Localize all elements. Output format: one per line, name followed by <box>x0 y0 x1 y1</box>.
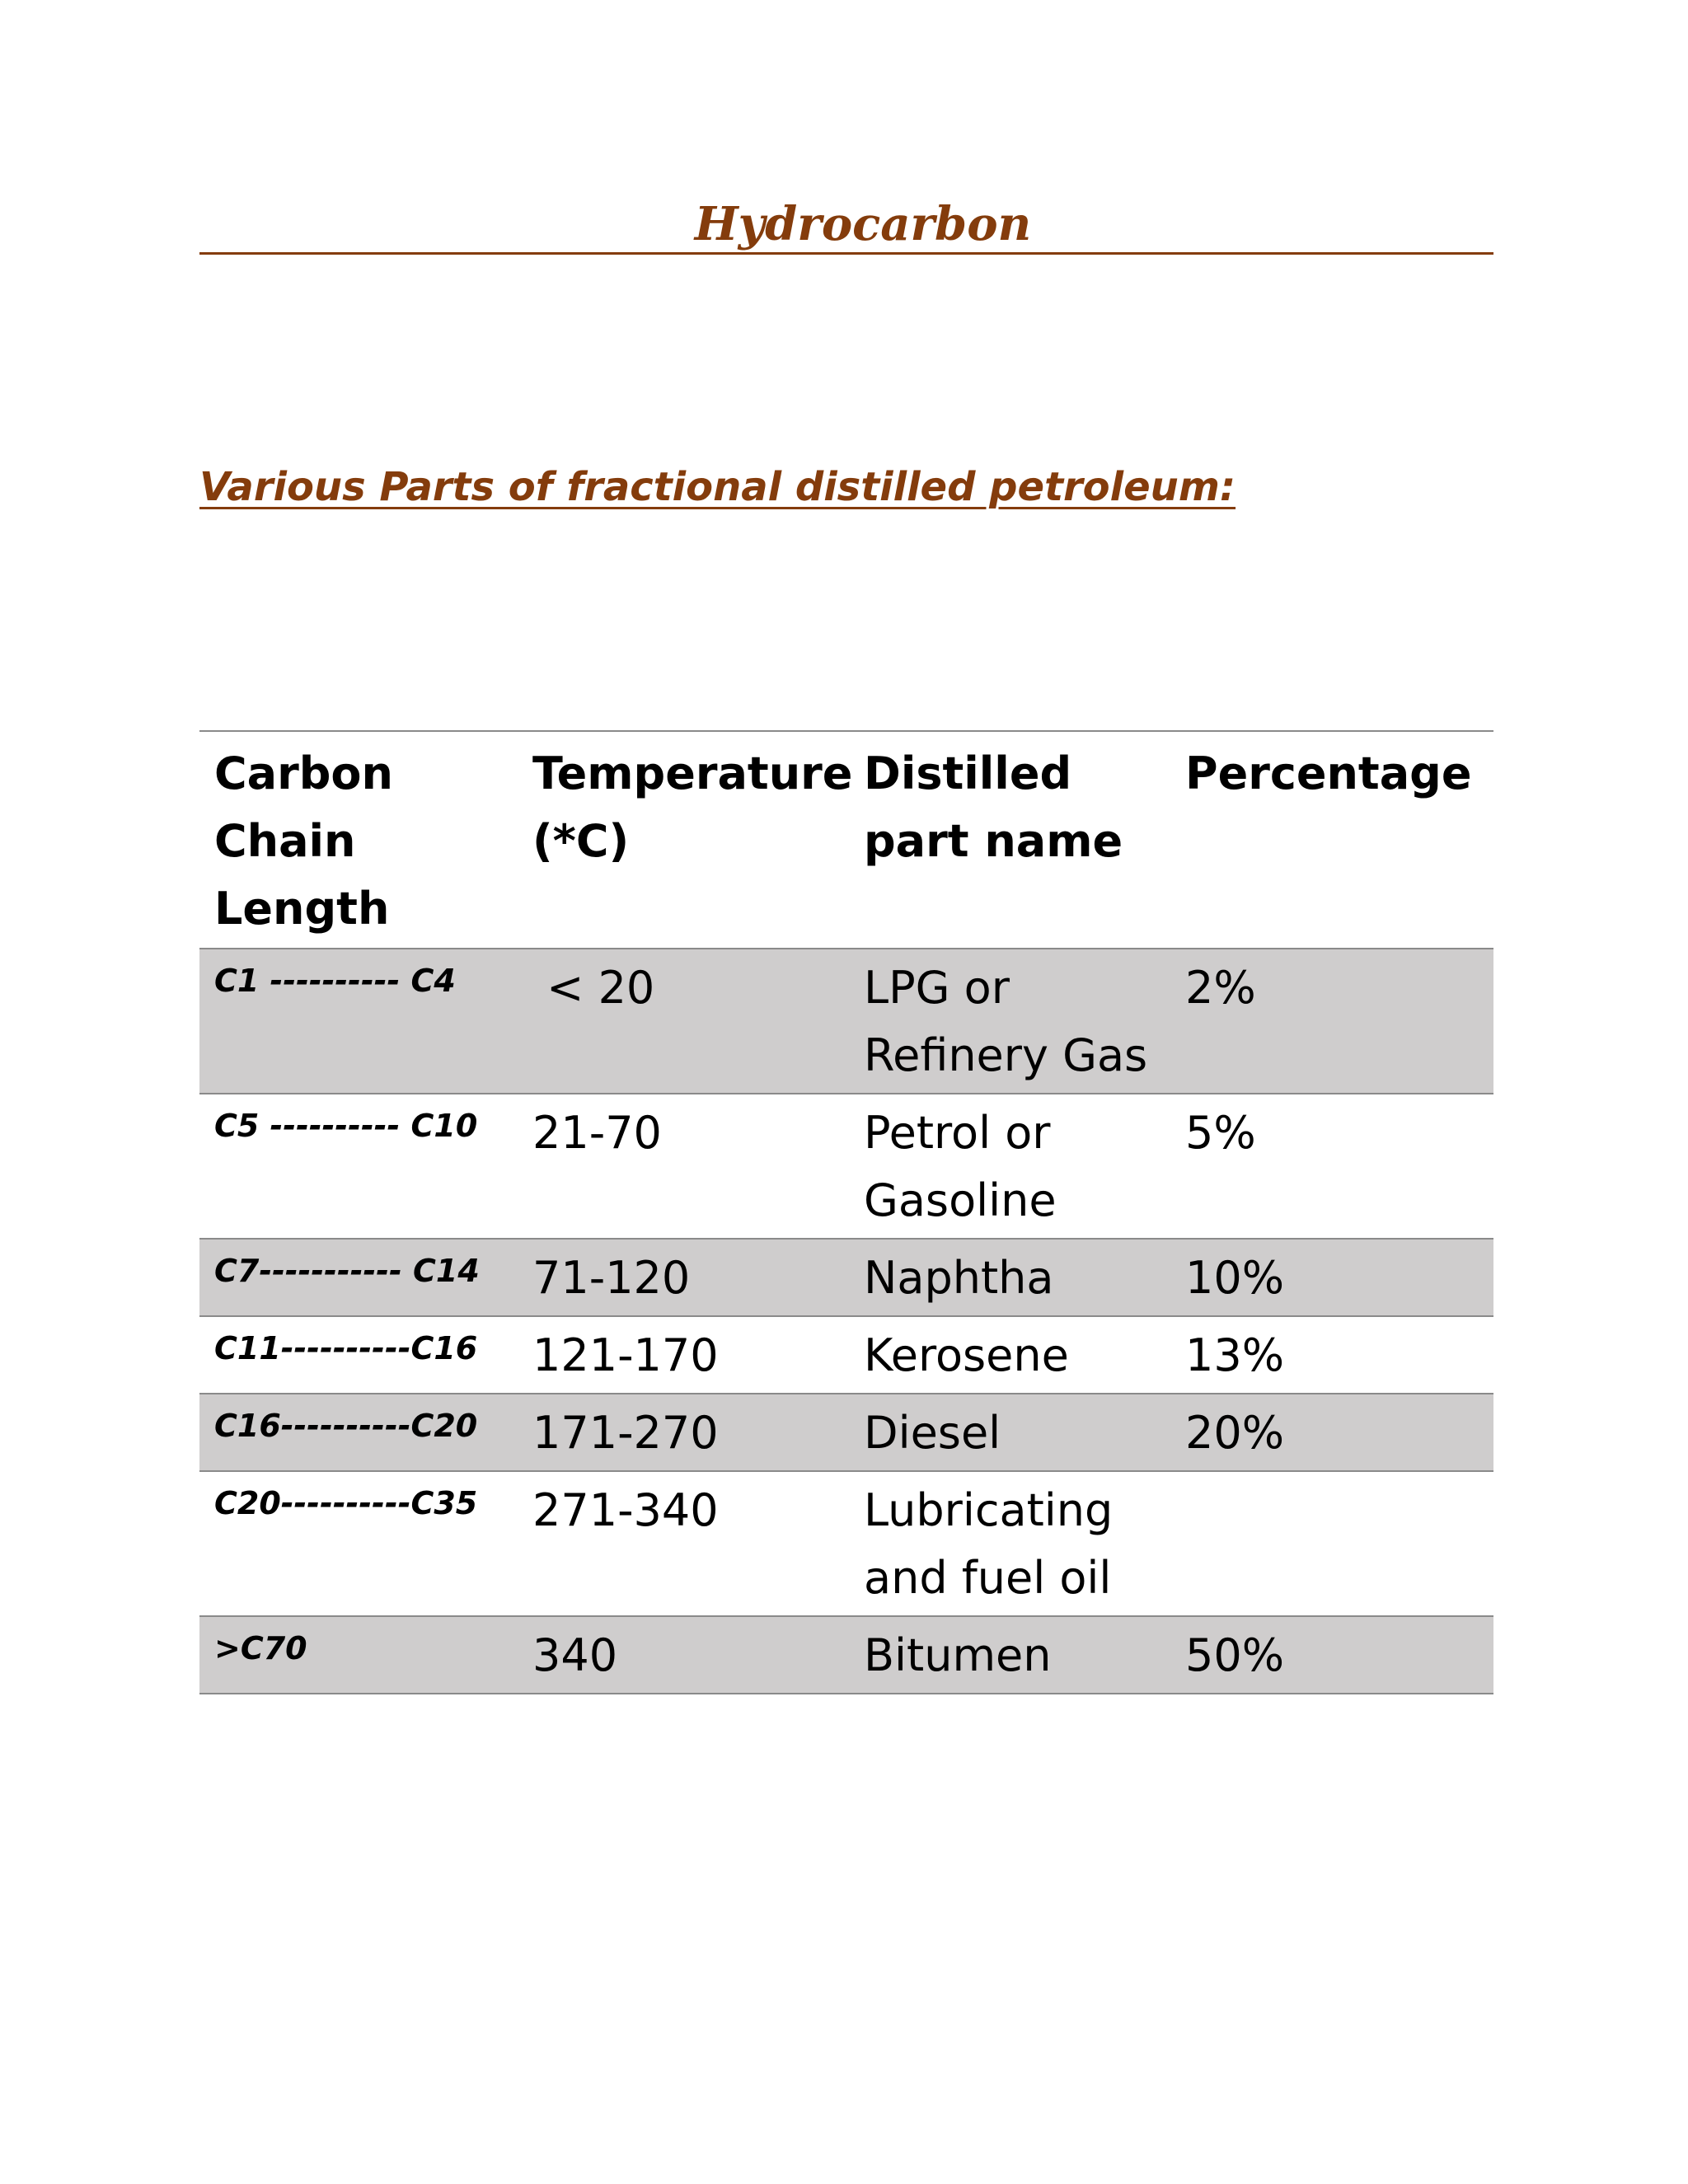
section-heading: Various Parts of fractional distilled petroleum: <box>199 464 1236 510</box>
table-row <box>199 1616 1493 1694</box>
cell-temperature: < 20 <box>518 949 849 1094</box>
cell-percentage: 50% <box>1170 1616 1493 1694</box>
cell-chain-length: C7----------- C14 <box>199 1239 518 1316</box>
cell-distilled-part: LPG or Refinery Gas <box>849 949 1170 1094</box>
cell-distilled-part: Bitumen <box>849 1616 1170 1694</box>
table-row <box>199 1316 1493 1394</box>
cell-chain-length: C20----------C35 <box>199 1471 518 1616</box>
cell-percentage <box>1170 1471 1493 1616</box>
cell-percentage: 13% <box>1170 1316 1493 1394</box>
petroleum-fractions-table <box>199 730 1493 1694</box>
header-distilled-part: Distilled part name <box>849 731 1170 949</box>
cell-temperature: 121-170 <box>518 1316 849 1394</box>
table-header-row <box>199 731 1493 949</box>
cell-distilled-part: Naphtha <box>849 1239 1170 1316</box>
cell-temperature: 71-120 <box>518 1239 849 1316</box>
table-row <box>199 1239 1493 1316</box>
cell-chain-length: C5 ---------- C10 <box>199 1094 518 1239</box>
cell-distilled-part: Lubricating and fuel oil <box>849 1471 1170 1616</box>
cell-temperature: 21-70 <box>518 1094 849 1239</box>
cell-percentage: 10% <box>1170 1239 1493 1316</box>
cell-temperature: 271-340 <box>518 1471 849 1616</box>
cell-distilled-part: Diesel <box>849 1394 1170 1471</box>
cell-distilled-part: Petrol or Gasoline <box>849 1094 1170 1239</box>
cell-distilled-part: Kerosene <box>849 1316 1170 1394</box>
header-temperature: Temperature (*C) <box>518 731 849 949</box>
cell-percentage: 2% <box>1170 949 1493 1094</box>
cell-percentage: 20% <box>1170 1394 1493 1471</box>
table-row <box>199 1394 1493 1471</box>
cell-chain-length: C11----------C16 <box>199 1316 518 1394</box>
page-title-rule <box>199 191 1493 255</box>
header-chain-length: Carbon Chain Length <box>199 731 518 949</box>
cell-chain-length: C16----------C20 <box>199 1394 518 1471</box>
cell-chain-length: >C70 <box>199 1616 518 1694</box>
table-row <box>199 949 1493 1094</box>
page-title: Hydrocarbon <box>694 197 1032 251</box>
cell-temperature: 340 <box>518 1616 849 1694</box>
table-row <box>199 1471 1493 1616</box>
cell-temperature: 171-270 <box>518 1394 849 1471</box>
cell-percentage: 5% <box>1170 1094 1493 1239</box>
header-percentage: Percentage <box>1170 731 1493 949</box>
table-row <box>199 1094 1493 1239</box>
cell-chain-length: C1 ---------- C4 <box>199 949 518 1094</box>
